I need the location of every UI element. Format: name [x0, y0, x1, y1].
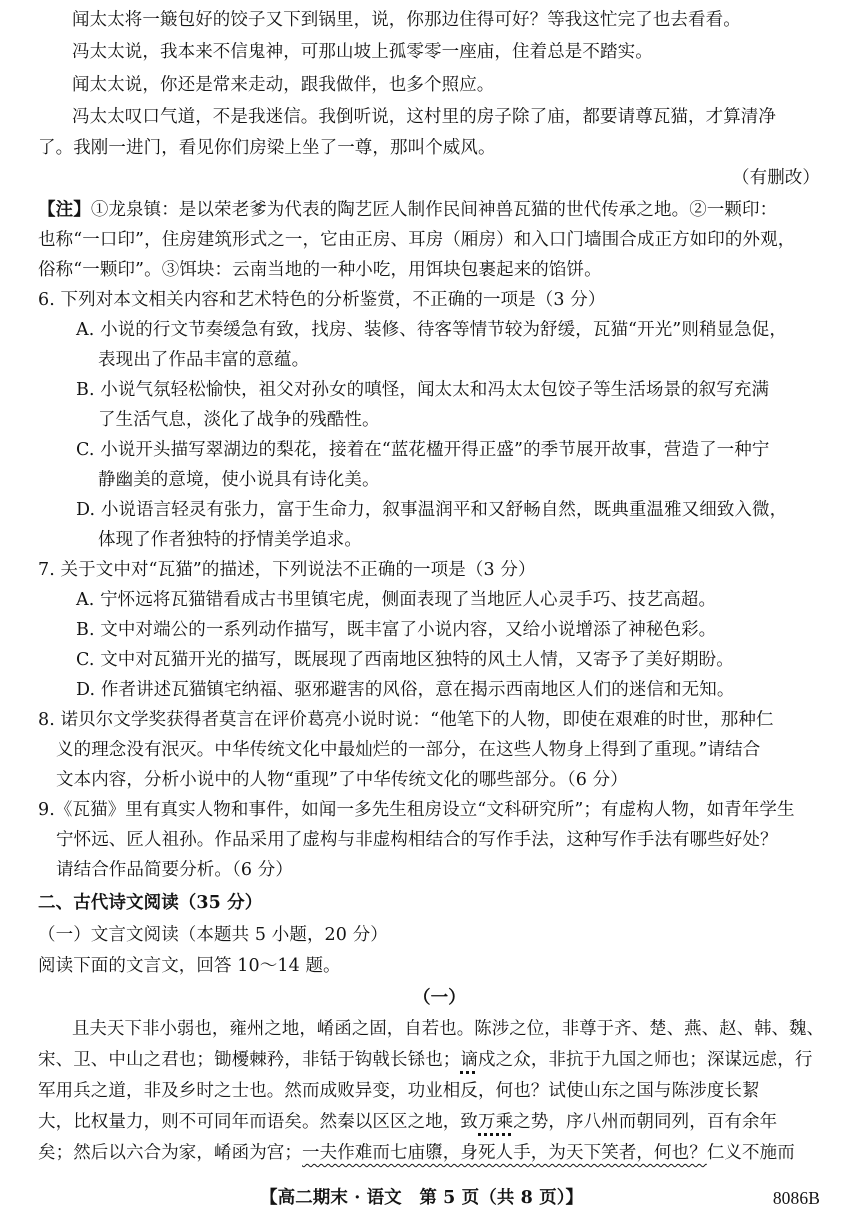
classical-line-2-rest: 戍之众，非抗于九国之师也；深谋远虑，行 [478, 1050, 813, 1070]
q6-stem: 6. 下列对本文相关内容和艺术特色的分析鉴赏，不正确的一项是（3 分） [38, 290, 606, 310]
classical-line-4-text: 大，比权量力，则不可同年而语矣。然秦以区区之地，致 [38, 1112, 478, 1132]
page-footer: 【高二期末 · 语文 第 5 页（共 8 页）】 [260, 1188, 584, 1208]
paper-code: 8086B [772, 1188, 820, 1208]
q7-option-d: D. 作者讲述瓦猫镇宅纳福、驱邪避害的风俗，意在揭示西南地区人们的迷信和无知。 [76, 680, 735, 700]
q6-option-b: B. 小说气氛轻松愉快，祖父对孙女的嗔怪，闻太太和冯太太包饺子等生活场景的叙写充满 [76, 380, 770, 400]
classical-line-4 [38, 1114, 777, 1132]
section2-title: 二、古代诗文阅读（35 分） [38, 893, 263, 913]
wavy-underlined-sentence: 一夫作难而七庙隳，身死人手，为天下笑者，何也？ [302, 1143, 707, 1163]
classical-line-5 [38, 1145, 795, 1163]
section2-subtitle: （一）文言文阅读（本题共 5 小题，20 分） [38, 925, 388, 945]
source-note: （有删改） [732, 168, 820, 188]
q9-line-3: 请结合作品简要分析。（6 分） [56, 860, 293, 880]
q6-option-c: C. 小说开头描写翠湖边的梨花，接着在“蓝花楹开得正盛”的季节展开故事，营造了一种宁 [76, 440, 770, 460]
passage-number: （一） [413, 988, 466, 1008]
q7-option-c: C. 文中对瓦猫开光的描写，既展现了西南地区独特的风土人情，又寄予了美好期盼。 [76, 650, 734, 670]
section2-instruction: 阅读下面的文言文，回答 10～14 题。 [38, 956, 341, 976]
q6-option-b-cont: 了生活气息，淡化了战争的残酷性。 [98, 410, 380, 430]
q6-option-a-cont: 表现出了作品丰富的意蕴。 [98, 350, 310, 370]
classical-line-2-text: 宋、卫、中山之君也；锄櫌棘矜，非铦于钩戟长铩也； [38, 1050, 461, 1070]
story-line-4: 冯太太叹口气道，不是我迷信。我倒听说，这村里的房子除了庙，都要请尊瓦猫，才算清净 [72, 107, 776, 127]
notes-line-1 [38, 202, 777, 220]
classical-line-3: 军用兵之道，非及乡时之士也。然而成败异变，功业相反，何也？试使山东之国与陈涉度长絜 [38, 1081, 760, 1101]
classical-line-5-rest: 仁义不施而 [706, 1143, 795, 1163]
q8-line-2: 义的理念没有泯灭。中华传统文化中最灿烂的一部分，在这些人物身上得到了重现。”请结合 [56, 740, 761, 760]
emphasis-dot-wansheng: 万乘 [478, 1112, 514, 1132]
classical-line-4-rest: 之势，序八州而朝同列，百有余年 [513, 1112, 778, 1132]
q8-line-3: 文本内容，分析小说中的人物“重现”了中华传统文化的哪些部分。（6 分） [56, 770, 628, 790]
notes-text-1: ①龙泉镇：是以荣老爹为代表的陶艺匠人制作民间神兽瓦猫的世代传承之地。②一颗印： [90, 200, 778, 220]
q9-line-2: 宁怀远、匠人祖孙。作品采用了虚构与非虚构相结合的写作手法，这种写作手法有哪些好处？ [56, 830, 778, 850]
classical-line-2 [38, 1052, 812, 1070]
notes-line-2: 也称“一口印”，住房建筑形式之一，它由正房、耳房（厢房）和入口门墙围合成正方如印的外观， [38, 230, 796, 250]
q6-option-d-cont: 体现了作者独特的抒情美学追求。 [98, 530, 362, 550]
q6-option-d: D. 小说语言轻灵有张力，富于生命力，叙事温润平和又舒畅自然，既典重温雅又细致入微， [76, 500, 788, 520]
q8-line-1: 8. 诺贝尔文学奖获得者莫言在评价葛亮小说时说：“他笔下的人物，即使在艰难的时世，那种仁 [38, 710, 774, 730]
notes-line-3: 俗称“一颗印”。③饵块：云南当地的一种小吃，用饵块包裹起来的馅饼。 [38, 260, 602, 280]
notes-label: 【注】 [38, 200, 91, 220]
q7-stem: 7. 关于文中对“瓦猫”的描述，下列说法不正确的一项是（3 分） [38, 560, 536, 580]
q7-option-a: A. 宁怀远将瓦猫错看成古书里镇宅虎，侧面表现了当地匠人心灵手巧、技艺高超。 [76, 590, 717, 610]
emphasis-dot-zhe: 谪 [460, 1050, 479, 1070]
story-line-5: 了。我刚一进门，看见你们房梁上坐了一尊，那叫个威风。 [38, 138, 496, 158]
q7-option-b: B. 文中对端公的一系列动作描写，既丰富了小说内容，又给小说增添了神秘色彩。 [76, 620, 717, 640]
story-line-2: 冯太太说，我本来不信鬼神，可那山坡上孤零零一座庙，住着总是不踏实。 [72, 42, 653, 62]
classical-line-1: 且夫天下非小弱也，雍州之地，崤函之固，自若也。陈涉之位，非尊于齐、楚、燕、赵、韩、魏、 [72, 1019, 825, 1039]
q6-option-a: A. 小说的行文节奏缓急有致，找房、装修、待客等情节较为舒缓，瓦猫“开光”则稍显急促， [76, 320, 787, 340]
q9-line-1: 9.《瓦猫》里有真实人物和事件，如闻一多先生租房设立“文科研究所”；有虚构人物，如青年学生 [38, 800, 795, 820]
story-line-1: 闻太太将一簸包好的饺子又下到锅里，说，你那边住得可好？等我这忙完了也去看看。 [72, 10, 741, 30]
q6-option-c-cont: 静幽美的意境，使小说具有诗化美。 [98, 470, 380, 490]
story-line-3: 闻太太说，你还是常来走动，跟我做伴，也多个照应。 [72, 75, 495, 95]
classical-line-5-text: 矣；然后以六合为家，崤函为宫； [38, 1143, 302, 1163]
